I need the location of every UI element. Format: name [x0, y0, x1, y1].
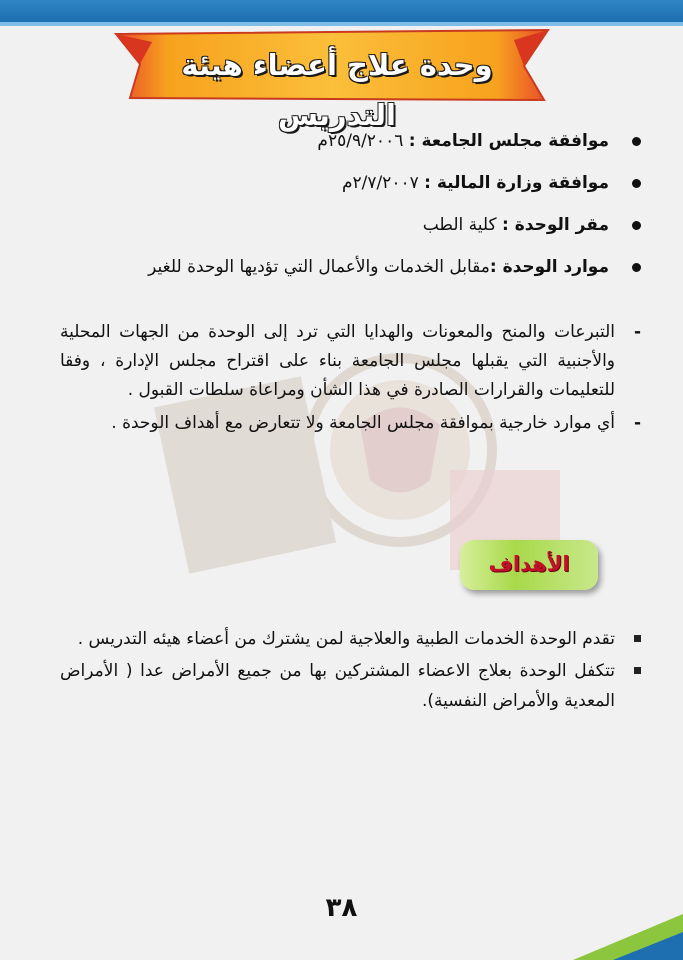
- goal-item: [60, 624, 645, 654]
- goal-item: [60, 656, 645, 716]
- goals-list: [60, 624, 645, 718]
- dash-icon: -: [633, 413, 641, 433]
- fact-finance-approval: [43, 170, 643, 196]
- goals-heading-box: [460, 540, 598, 590]
- resource-text: التبرعات والمنح والمعونات والهدايا التي ترد إلى الوحدة من الجهات المحلية والأجنبية التي يقبلها مجلس الجامعة بناء على اقتراح مجلس الإدارة ، وفقا للتعليمات والقرارات الصادرة في هذا الشأن ومراعاة سلطات القبول .: [60, 322, 615, 400]
- corner-decoration: [573, 914, 683, 960]
- fact-value: كلية الطب: [422, 215, 503, 235]
- resource-text: أي موارد خارجية بموافقة مجلس الجامعة ولا تتعارض مع أهداف الوحدة .: [111, 413, 615, 433]
- fact-unit-resources: [43, 254, 643, 280]
- square-bullet-icon: [634, 635, 641, 642]
- page-number: ٣٨: [325, 893, 358, 923]
- fact-value: مقابل الخدمات والأعمال التي تؤديها الوحدة للغير: [148, 257, 490, 277]
- title-banner: [112, 28, 552, 132]
- goals-heading: الأهداف: [488, 552, 570, 576]
- fact-unit-location: [43, 212, 643, 238]
- fact-value: ٢٥/٩/٢٠٠٦م: [317, 131, 409, 151]
- resource-item: [60, 318, 645, 405]
- resources-list: [60, 318, 645, 442]
- goal-text: تتكفل الوحدة بعلاج الاعضاء المشتركين بها من جميع الأمراض عدا ( الأمراض المعدية والأمراض النفسية).: [60, 661, 615, 711]
- facts-list: [43, 128, 643, 296]
- page-title: وحدة علاج أعضاء هيئة التدريس: [181, 48, 493, 132]
- goal-text: تقدم الوحدة الخدمات الطبية والعلاجية لمن يشترك من أعضاء هيئه التدريس .: [77, 629, 615, 649]
- top-bar: [0, 0, 683, 22]
- fact-label: موافقة مجلس الجامعة :: [408, 131, 609, 151]
- resource-item: [60, 409, 645, 438]
- bullet-icon: [632, 137, 641, 146]
- fact-label: مقر الوحدة :: [502, 215, 609, 235]
- dash-icon: -: [633, 322, 641, 342]
- fact-value: ٢/٧/٢٠٠٧م: [341, 173, 425, 193]
- fact-label: موافقة وزارة المالية :: [424, 173, 609, 193]
- bullet-icon: [632, 263, 641, 272]
- square-bullet-icon: [634, 667, 641, 674]
- fact-label: موارد الوحدة :: [489, 257, 609, 277]
- bullet-icon: [632, 179, 641, 188]
- fact-council-approval: [43, 128, 643, 154]
- bullet-icon: [632, 221, 641, 230]
